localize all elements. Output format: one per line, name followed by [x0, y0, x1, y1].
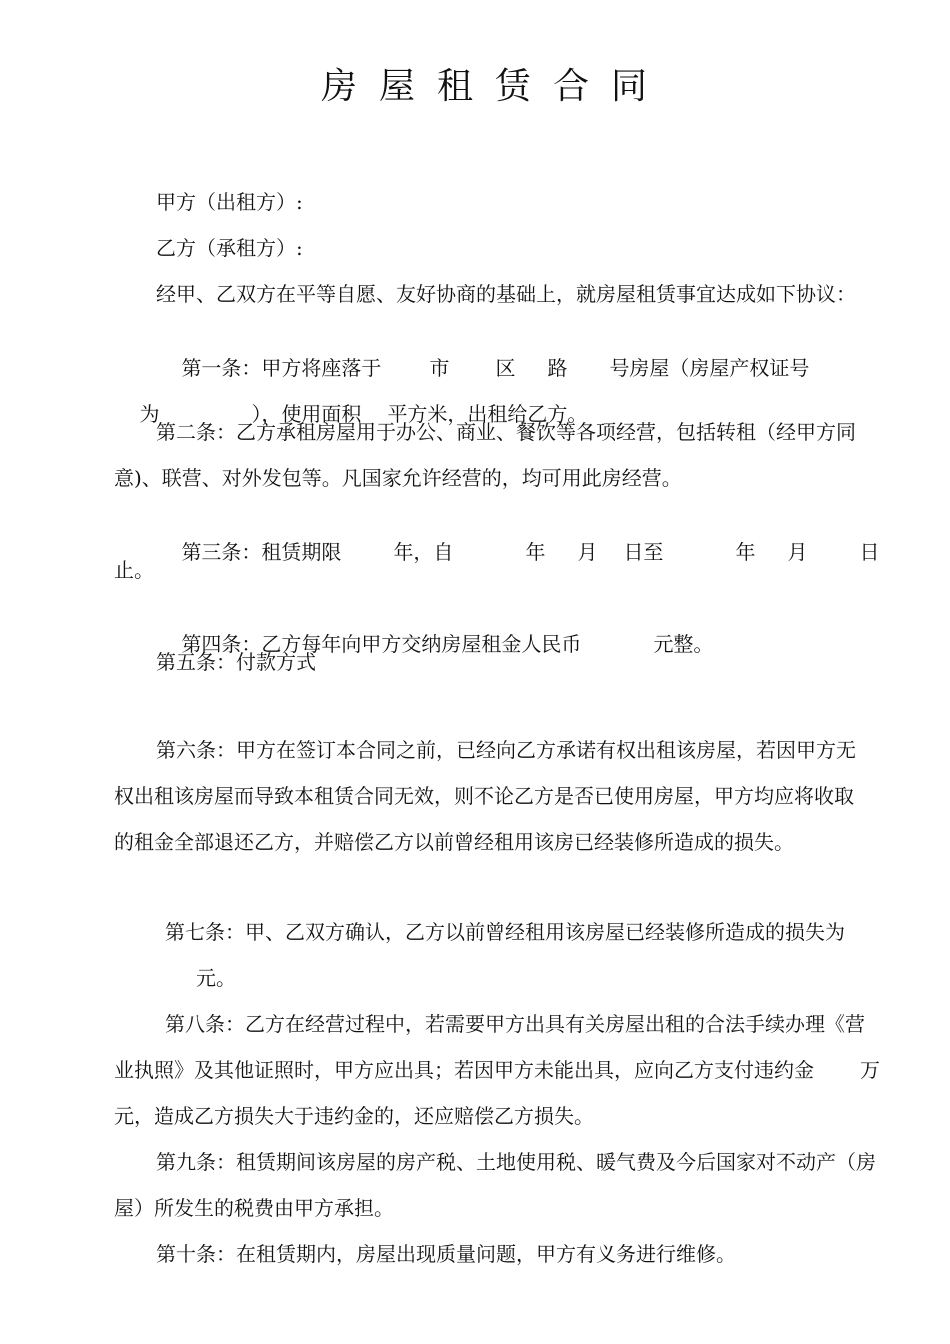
article-7-line-1: 第七条：甲、乙双方确认，乙方以前曾经租用该房屋已经装修所造成的损失为 — [165, 920, 845, 944]
article-6-line-1: 第六条：甲方在签订本合同之前，已经向乙方承诺有权出租该房屋，若因甲方无 — [156, 738, 856, 762]
party-a-line: 甲方（出租方）: — [156, 190, 303, 214]
city-label: 市 — [429, 356, 450, 380]
article-6-line-3: 的租金全部退还乙方，并赔偿乙方以前曾经租用该房已经装修所造成的损失。 — [114, 830, 794, 854]
document-title: 房屋租赁合同 — [320, 66, 669, 107]
article-6-line-2: 权出租该房屋而导致本租赁合同无效，则不论乙方是否已使用房屋，甲方均应将收取 — [114, 784, 854, 808]
article-1-text: 第一条：甲方将座落于 — [181, 356, 382, 380]
road-label: 路 — [547, 356, 568, 380]
article-7-line-2: 元。 — [196, 966, 236, 990]
article-3-line-2: 止。 — [114, 558, 154, 582]
district-label: 区 — [495, 356, 516, 380]
article-8-line-1: 第八条：乙方在经营过程中，若需要甲方出具有关房屋出租的合法手续办理《营 — [165, 1012, 865, 1036]
area-text: ），使用面积 — [251, 402, 362, 426]
article-8-line-2: 业执照》及其他证照时，甲方应出具；若因甲方未能出具，应向乙方支付违约金 万 — [114, 1058, 880, 1082]
article-2-line-1: 第二条：乙方承租房屋用于办公、商业、餐饮等各项经营，包括转租（经甲方同 — [156, 420, 856, 444]
party-b-line: 乙方（承租方）: — [156, 236, 303, 260]
article-3-line-1: 第三条：租赁期限 年，自 年 月 日至 年 月 日 — [181, 540, 880, 564]
number-label: 号房屋（房屋产权证号 — [609, 356, 810, 380]
article-8-line-3: 元，造成乙方损失大于违约金的，还应赔偿乙方损失。 — [114, 1104, 594, 1128]
article-9-line-2: 屋）所发生的税费由甲方承担。 — [114, 1196, 394, 1220]
intro-paragraph: 经甲、乙双方在平等自愿、友好协商的基础上，就房屋租赁事宜达成如下协议： — [156, 282, 856, 306]
article-5-line: 第五条：付款方式 — [156, 650, 316, 674]
article-10-line: 第十条：在租赁期内，房屋出现质量问题，甲方有义务进行维修。 — [156, 1242, 736, 1266]
article-4-line: 第四条：乙方每年向甲方交纳房屋租金人民币 元整。 — [181, 632, 714, 656]
article-1-line-2: 为 ），使用面积 平方米，出租给乙方。 — [139, 402, 588, 426]
article-9-line-1: 第九条：租赁期间该房屋的房产税、土地使用税、暖气费及今后国家对不动产（房 — [156, 1150, 876, 1174]
article-2-line-2: 意)、联营、对外发包等。凡国家允许经营的，均可用此房经营。 — [114, 466, 682, 490]
